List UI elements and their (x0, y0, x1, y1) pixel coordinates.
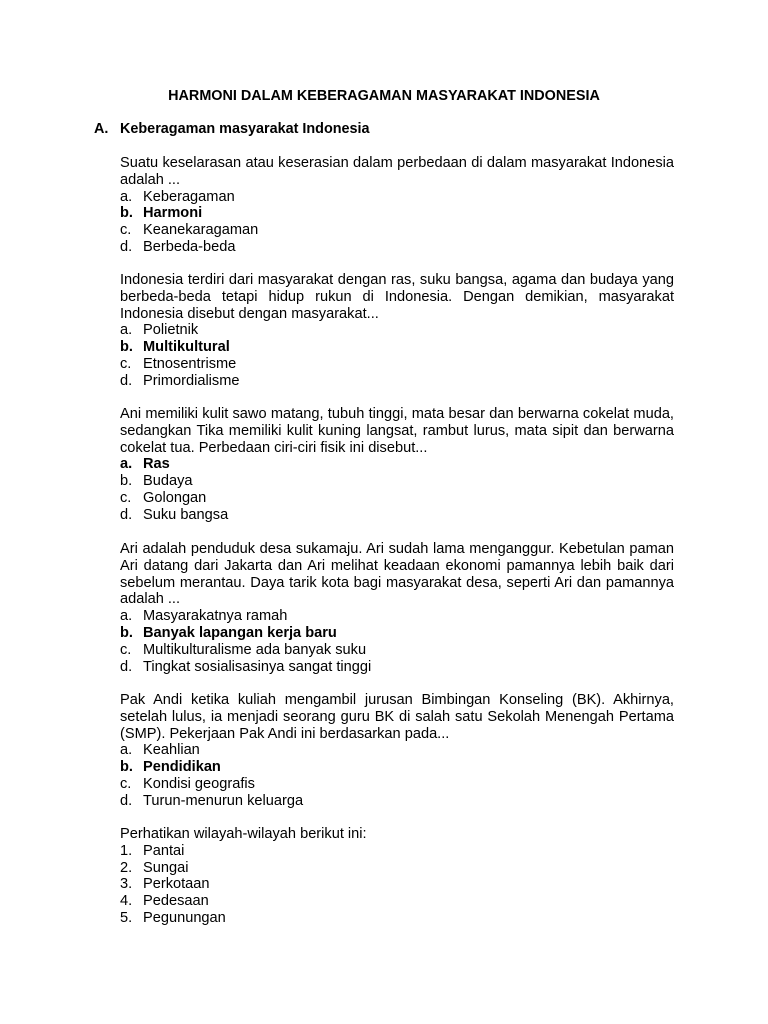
option-key: b. (120, 205, 133, 222)
option-a (120, 608, 674, 625)
option-b (120, 205, 674, 222)
section-title: Keberagaman masyarakat Indonesia (120, 121, 370, 137)
option-text: Ras (143, 456, 170, 473)
question-stem: Pak Andi ketika kuliah mengambil jurusan Bimbingan Konseling (BK). Akhirnya, setelah lulus, ia menjadi seorang guru BK di salah satu Sekolah Menengah Pertama (SMP). Pekerjaan Pak Andi ini berdasarkan pada... (120, 692, 674, 742)
option-c (120, 222, 674, 239)
option-c (120, 776, 674, 793)
option-key: d. (120, 506, 133, 523)
option-a (120, 742, 674, 759)
option-d (120, 659, 674, 676)
option-key: d. (120, 238, 133, 255)
question-2 (120, 272, 674, 390)
option-key: d. (120, 372, 133, 389)
option-text: Primordialisme (143, 372, 240, 389)
list-item-4 (120, 893, 674, 910)
option-key: d. (120, 792, 133, 809)
option-text: Etnosentrisme (143, 355, 237, 372)
list-text: Pegunungan (143, 909, 226, 926)
question-6 (120, 826, 674, 927)
option-text: Masyarakatnya ramah (143, 608, 288, 625)
option-key: c. (120, 355, 132, 372)
option-text: Golongan (143, 489, 207, 506)
question-5 (120, 692, 674, 810)
option-text: Banyak lapangan kerja baru (143, 624, 337, 641)
option-text: Suku bangsa (143, 506, 229, 523)
option-a (120, 322, 674, 339)
option-text: Turun-menurun keluarga (143, 792, 304, 809)
option-text: Pendidikan (143, 759, 221, 776)
list-text: Pantai (143, 842, 185, 859)
option-key: b. (120, 473, 133, 490)
list-text: Perkotaan (143, 876, 210, 893)
list-text: Pedesaan (143, 893, 209, 910)
option-key: a. (120, 322, 133, 339)
option-text: Keberagaman (143, 188, 235, 205)
option-text: Multikultural (143, 339, 230, 356)
question-4 (120, 541, 674, 675)
option-b (120, 625, 674, 642)
list-item-1 (120, 843, 674, 860)
list-number: 4. (120, 893, 133, 910)
option-d (120, 507, 674, 524)
option-text: Tingkat sosialisasinya sangat tinggi (143, 658, 372, 675)
list-item-2 (120, 860, 674, 877)
option-text: Polietnik (143, 322, 199, 339)
option-key: c. (120, 641, 132, 658)
option-a (120, 456, 674, 473)
question-stem: Perhatikan wilayah-wilayah berikut ini: (120, 826, 367, 842)
option-text: Berbeda-beda (143, 238, 236, 255)
option-text: Keanekaragaman (143, 222, 259, 239)
question-stem: Ari adalah penduduk desa sukamaju. Ari sudah lama menganggur. Kebetulan paman Ari datang dari Jakarta dan Ari melihat keadaan ekonomi pamannya lebih baik dari sebelum merantau. Daya tarik kota bagi masyarakat desa, seperti Ari dan pamannya adalah ... (120, 541, 674, 608)
option-key: a. (120, 742, 133, 759)
option-a (120, 189, 674, 206)
option-key: c. (120, 775, 132, 792)
question-stem: Ani memiliki kulit sawo matang, tubuh tinggi, mata besar dan berwarna cokelat muda, sedangkan Tika memiliki kulit kuning langsat, rambut lurus, mata sipit dan berwarna cokelat tua. Perbedaan ciri-ciri fisik ini disebut... (120, 406, 674, 456)
option-c (120, 490, 674, 507)
list-item-5 (120, 910, 674, 927)
option-text: Kondisi geografis (143, 775, 255, 792)
option-key: a. (120, 188, 133, 205)
option-d (120, 239, 674, 256)
option-text: Multikulturalisme ada banyak suku (143, 641, 367, 658)
option-d (120, 793, 674, 810)
question-1 (120, 155, 674, 256)
question-3 (120, 406, 674, 524)
option-c (120, 356, 674, 373)
section-letter: A. (94, 121, 109, 137)
list-number: 1. (120, 842, 133, 859)
list-number: 2. (120, 859, 133, 876)
option-key: a. (120, 608, 133, 625)
option-b (120, 473, 674, 490)
list-text: Sungai (143, 859, 189, 876)
list-item-3 (120, 876, 674, 893)
section-heading (94, 121, 370, 137)
option-b (120, 759, 674, 776)
question-stem: Indonesia terdiri dari masyarakat dengan ras, suku bangsa, agama dan budaya yang berbeda-beda tetapi hidup rukun di Indonesia. Dengan demikian, masyarakat Indonesia disebut dengan masyarakat... (120, 272, 674, 322)
option-text: Harmoni (143, 205, 203, 222)
option-d (120, 373, 674, 390)
option-key: b. (120, 759, 133, 776)
option-c (120, 642, 674, 659)
option-text: Budaya (143, 473, 193, 490)
option-key: d. (120, 658, 133, 675)
list-number: 3. (120, 876, 133, 893)
option-key: c. (120, 489, 132, 506)
option-key: c. (120, 222, 132, 239)
option-key: b. (120, 624, 133, 641)
option-b (120, 339, 674, 356)
page-title: HARMONI DALAM KEBERAGAMAN MASYARAKAT INDONESIA (168, 88, 600, 104)
question-stem: Suatu keselarasan atau keserasian dalam perbedaan di dalam masyarakat Indonesia adalah ... (120, 155, 674, 188)
option-text: Keahlian (143, 742, 200, 759)
option-key: b. (120, 339, 133, 356)
list-number: 5. (120, 909, 133, 926)
option-key: a. (120, 456, 133, 473)
